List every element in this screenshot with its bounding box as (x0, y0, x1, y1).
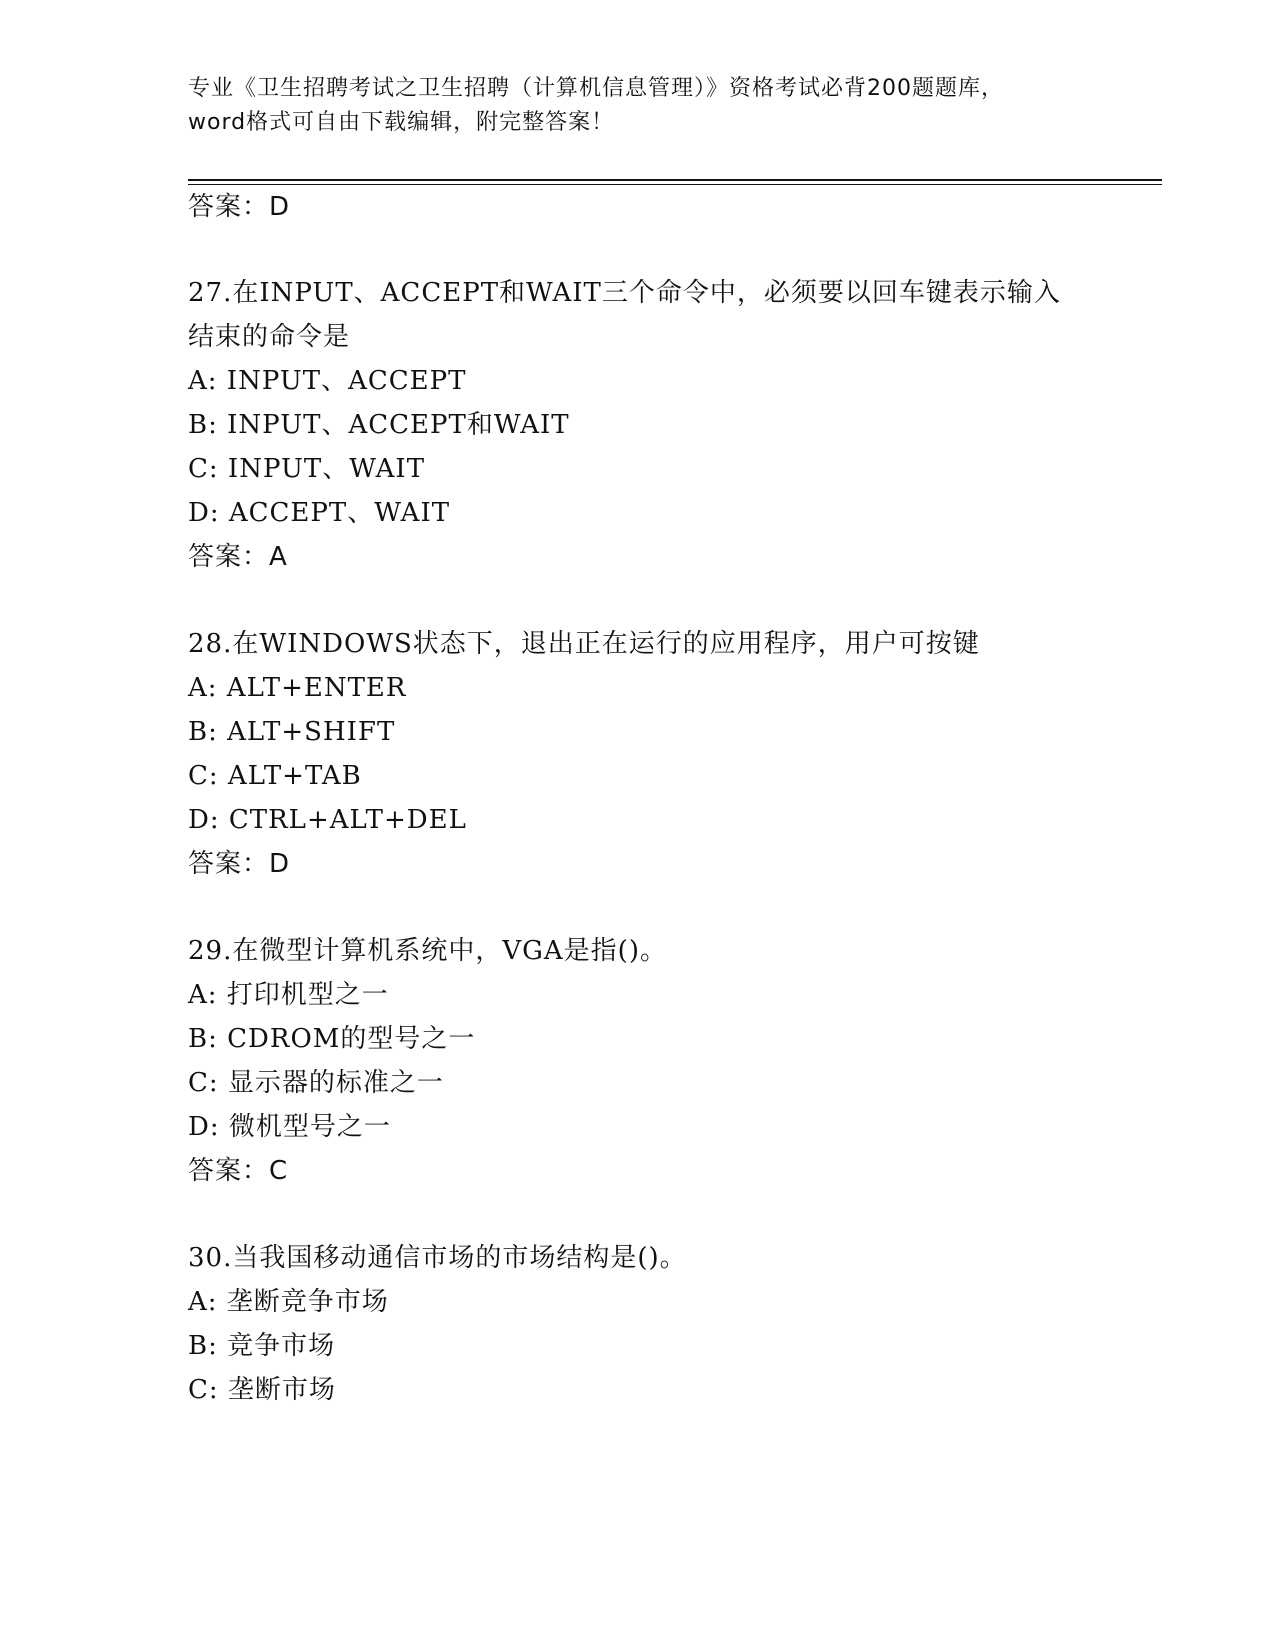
question-30-option-a: A: 垄断竞争市场 (188, 1287, 389, 1317)
question-27-stem-line-2: 结束的命令是 (188, 322, 351, 352)
question-29-stem-line-1: 29.在微型计算机系统中，VGA是指()。 (188, 936, 667, 966)
header-line-1: 专业《卫生招聘考试之卫生招聘（计算机信息管理）》资格考试必背200题题库， (188, 76, 1004, 101)
question-29-answer: 答案：C (188, 1156, 289, 1186)
question-27-option-b: B: INPUT、ACCEPT和WAIT (188, 410, 570, 440)
question-28-answer: 答案：D (188, 849, 291, 879)
question-29-option-b: B: CDROM的型号之一 (188, 1024, 476, 1054)
question-27-answer: 答案：A (188, 542, 288, 572)
question-30-option-b: B: 竞争市场 (188, 1331, 336, 1361)
question-28-option-b: B: ALT+SHIFT (188, 717, 396, 747)
header-rule-thin (188, 184, 1162, 185)
previous-answer: 答案：D (188, 192, 291, 222)
question-30-option-c: C: 垄断市场 (188, 1375, 336, 1405)
question-29-option-a: A: 打印机型之一 (188, 980, 389, 1010)
question-29-option-d: D: 微机型号之一 (188, 1112, 391, 1142)
document-header (188, 72, 1088, 140)
question-27-option-a: A: INPUT、ACCEPT (188, 366, 467, 396)
question-29-option-c: C: 显示器的标准之一 (188, 1068, 444, 1098)
header-rule-thick (188, 179, 1162, 181)
header-line-2: word格式可自由下载编辑，附完整答案！ (188, 110, 615, 135)
question-28-option-a: A: ALT+ENTER (188, 673, 407, 703)
question-27-option-d: D: ACCEPT、WAIT (188, 498, 451, 528)
question-27-stem-line-1: 27.在INPUT、ACCEPT和WAIT三个命令中，必须要以回车键表示输入 (188, 278, 1061, 308)
question-27-option-c: C: INPUT、WAIT (188, 454, 426, 484)
question-28-option-c: C: ALT+TAB (188, 761, 362, 791)
question-28-stem-line-1: 28.在WINDOWS状态下，退出正在运行的应用程序，用户可按键 (188, 629, 980, 659)
question-30-stem-line-1: 30.当我国移动通信市场的市场结构是()。 (188, 1243, 687, 1273)
question-28-option-d: D: CTRL+ALT+DEL (188, 805, 467, 835)
